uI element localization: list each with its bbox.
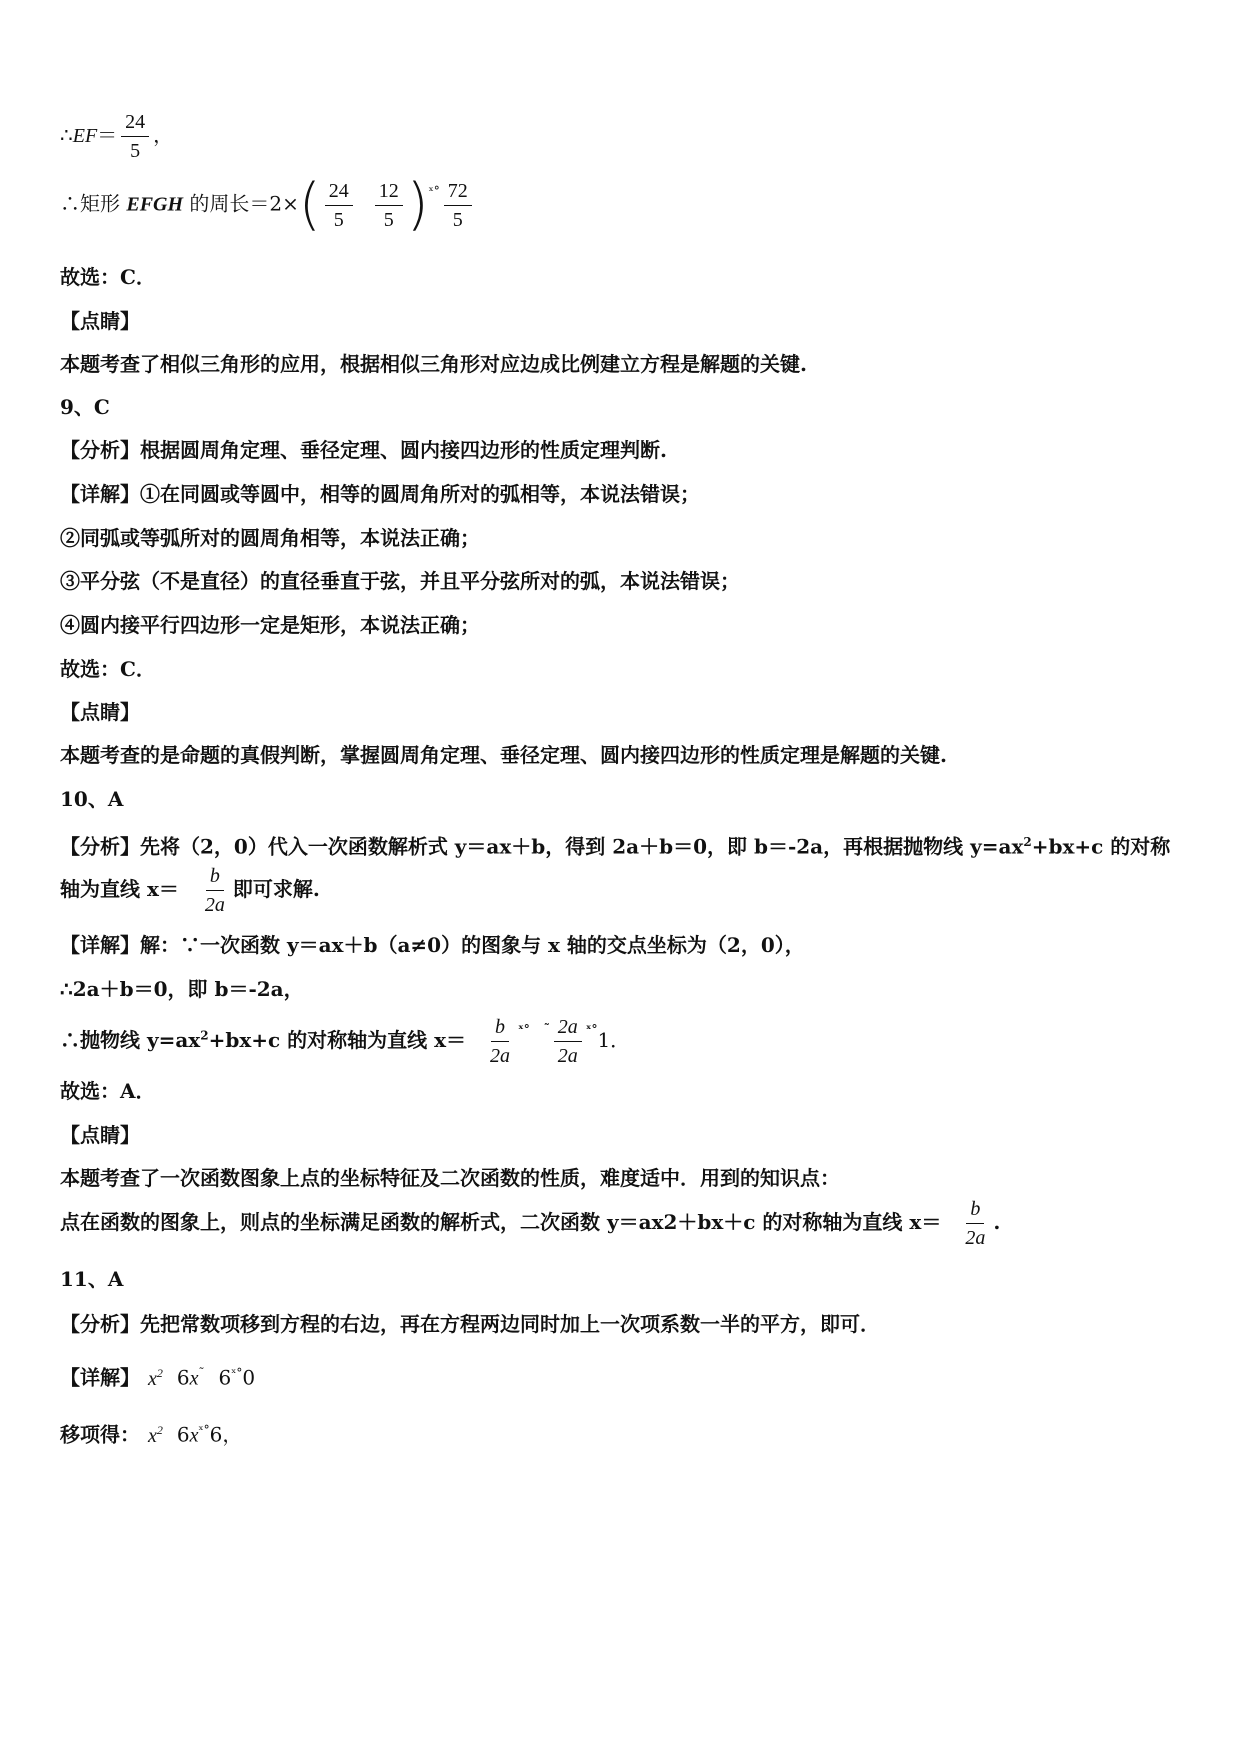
equation-perimeter [60,172,476,237]
numerator: 24 [325,179,353,206]
superscript: 2 [1023,835,1032,849]
equation-detail [60,1359,255,1393]
numerator: 24 [121,110,149,137]
question-number: 9、C [60,395,110,419]
section-heading: 【点睛】 [60,700,140,724]
therefore-symbol: ∴ [60,123,73,147]
paragraph: ∴2a＋b＝0，即 b＝-2a， [60,977,304,1001]
garbled-glyph: ˣ° [518,1022,530,1036]
perimeter-prefix: ∴矩形 [60,191,127,216]
text-part: 1． [597,1028,631,1052]
constant: 0 [242,1365,256,1390]
garbled-glyph: ˣ° [585,1022,598,1036]
paragraph: ④圆内接平行四边形一定是矩形，本说法正确； [60,613,480,637]
paragraph: 【详解】解：∵一次函数 y＝ax＋b（a≠0）的图象与 x 轴的交点坐标为（2，0）， [60,933,805,957]
paragraph [60,1015,630,1068]
variable-x: x [189,1424,199,1447]
denominator: 5 [452,208,463,231]
comma: ， [153,123,174,147]
variable-x: x [148,1367,157,1390]
section-label: 移项得： [60,1422,140,1447]
variable-x: x [189,1367,199,1390]
text-part: 即可求解. [232,877,320,901]
variable-x: x [148,1424,157,1447]
perimeter-mid: 的周长＝2× [183,191,299,216]
text-part: ∴抛物线 y=ax [60,1028,201,1052]
superscript: 2 [156,1423,163,1437]
garbled-glyph: ˣ° [231,1366,243,1380]
left-paren: ( [298,172,321,237]
denominator: 2a [204,894,225,916]
equation-transpose [60,1416,242,1450]
denominator: 2a [490,1045,511,1067]
fraction-b-2a [961,1197,989,1250]
paragraph [60,1197,1000,1250]
numerator: 2a [554,1015,582,1042]
denominator: 2a [965,1227,986,1249]
paragraph: 本题考查的是命题的真假判断，掌握圆周角定理、垂径定理、圆内接四边形的性质定理是解题的关键. [60,743,947,767]
coefficient: 6 [176,1422,190,1447]
constant: 6， [209,1422,243,1447]
numerator: b [491,1015,509,1042]
equals-sign: ＝ [97,123,118,147]
text-part: +bx+c 的对称 [1031,834,1171,859]
fraction-b-2a [486,1015,514,1068]
paragraph [60,828,1170,861]
coefficient: 6 [176,1365,190,1390]
denominator: 2a [557,1045,578,1067]
question-number: 11、A [60,1267,124,1291]
fraction-72-5 [444,179,472,232]
fraction-24-5 [121,110,149,163]
fraction-24-5 [325,179,353,232]
superscript: 2 [200,1028,209,1043]
rectangle-name: EFGH [126,193,184,216]
section-heading: 【点睛】 [60,309,140,333]
answer-line: 故选：C． [60,265,156,289]
paragraph: 本题考查了一次函数图象上点的坐标特征及二次函数的性质，难度适中．用到的知识点： [60,1166,840,1190]
fraction-12-5 [375,179,403,232]
numerator: 12 [375,179,403,206]
text-part: +bx+c 的对称轴为直线 x＝ [208,1028,467,1052]
answer-line: 故选：C． [60,657,156,681]
numerator: b [966,1197,984,1224]
paragraph: 【详解】①在同圆或等圆中，相等的圆周角所对的弧相等，本说法错误； [60,482,700,506]
garbled-glyph: ˣ° [428,184,440,198]
paragraph: 本题考查了相似三角形的应用，根据相似三角形对应边成比例建立方程是解题的关键. [60,352,807,376]
constant: 6 [218,1365,232,1390]
section-heading: 【点睛】 [60,1123,140,1147]
fraction-2a-2a [554,1015,582,1068]
paragraph: ③平分弦（不是直径）的直径垂直于弦，并且平分弦所对的弧，本说法错误； [60,569,740,593]
numerator: 72 [444,179,472,206]
answer-line: 故选：A． [60,1079,156,1103]
fraction-b-2a [201,864,229,917]
text-part: . [993,1210,1001,1234]
paragraph: 【分析】根据圆周角定理、垂径定理、圆内接四边形的性质定理判断. [60,438,667,462]
numerator: b [206,864,224,891]
garbled-glyph: ˜ [543,1022,550,1036]
text-part: 点在函数的图象上，则点的坐标满足函数的解析式，二次函数 y＝ax2＋bx＋c 的对称轴为直线 x＝ [60,1210,942,1234]
paragraph: ②同弧或等弧所对的圆周角相等，本说法正确； [60,526,480,550]
garbled-glyph: ˣ° [198,1423,210,1437]
paragraph [60,864,320,917]
garbled-glyph: ˜ [198,1366,205,1380]
right-paren: ) [406,172,429,237]
equation-ef [60,110,173,163]
text-part: 轴为直线 x＝ [60,877,179,901]
section-label: 【详解】 [60,1365,140,1390]
denominator: 5 [333,208,344,231]
superscript: 2 [156,1366,163,1380]
ef-label: EF [72,125,98,147]
question-number: 10、A [60,787,124,811]
denominator: 5 [130,140,141,162]
text-part: 【分析】先将（2，0）代入一次函数解析式 y＝ax＋b，得到 2a＋b＝0，即 b＝-2a，再根据抛物线 y=ax [60,834,1024,859]
paragraph: 【分析】先把常数项移到方程的右边，再在方程两边同时加上一次项系数一半的平方，即可． [60,1312,880,1336]
denominator: 5 [383,208,394,231]
